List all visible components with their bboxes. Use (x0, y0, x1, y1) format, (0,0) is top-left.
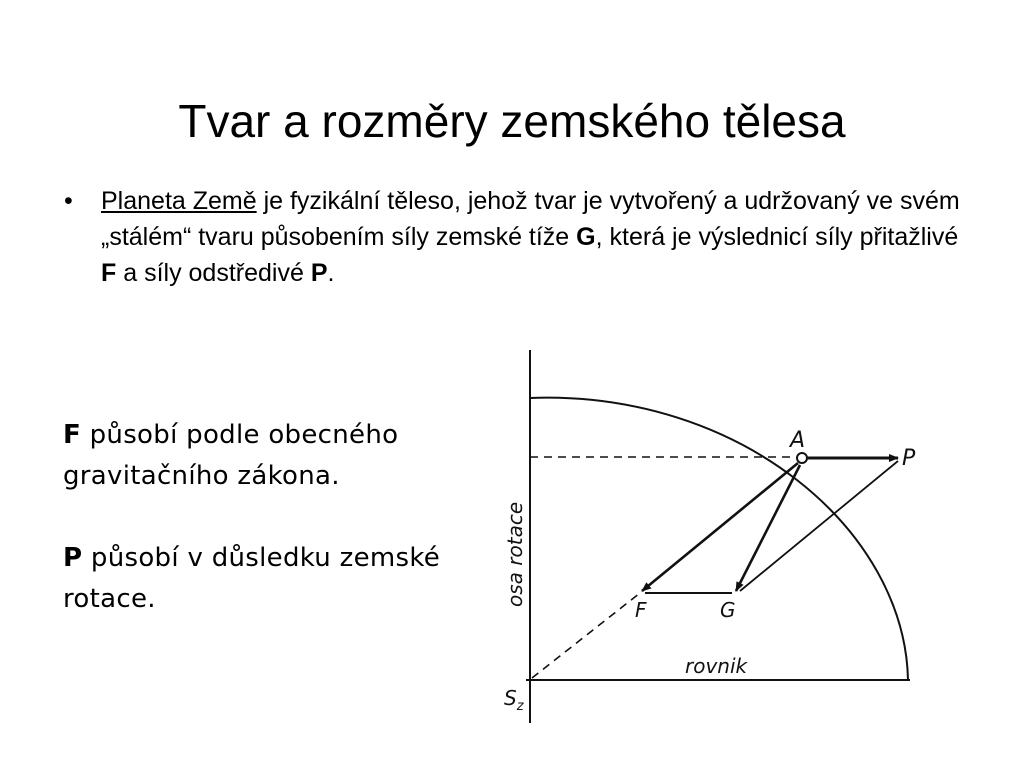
label-center-s: S (504, 686, 517, 710)
bullet-item (64, 183, 964, 291)
label-rotation-axis: osa rotace (503, 501, 527, 607)
label-center-sub: z (516, 699, 524, 714)
note-p (63, 538, 443, 620)
note-f-text: působí podle obecného gravitačního zákona. (63, 420, 399, 491)
note-f-bold: F (63, 420, 82, 450)
dashed-center-line (532, 593, 640, 678)
bullet-list (64, 183, 964, 291)
parallelogram-side (740, 461, 898, 591)
note-p-bold: P (63, 543, 83, 573)
bullet-text (101, 183, 964, 291)
force-diagram (490, 345, 940, 730)
bullet-marker: • (64, 187, 73, 215)
meridian-arc (530, 398, 908, 680)
label-center (504, 686, 525, 714)
force-g-arrow (736, 465, 800, 591)
bullet-bold-f: F (101, 259, 117, 287)
bullet-lead-underlined: Planeta Země (101, 187, 257, 215)
bullet-text-part: , která je výslednicí síly přitažlivé (595, 223, 959, 251)
label-p: P (902, 446, 916, 471)
label-a: A (790, 428, 806, 453)
label-equator: rovnik (685, 654, 748, 678)
label-g: G (720, 598, 736, 622)
slide-title: Tvar a rozměry zemského tělesa (178, 94, 846, 147)
bullet-bold-g: G (576, 223, 596, 251)
force-f-arrow (642, 463, 798, 591)
point-a (797, 453, 807, 463)
bullet-text-part: je fyzikální těleso, jehož tvar je vytvořený a udržovaný ve svém „stálém“ tvaru působením síly zemské tíže (101, 187, 960, 251)
bullet-text-part: . (327, 259, 335, 287)
label-f: F (635, 598, 647, 622)
bullet-bold-p: P (310, 259, 328, 287)
side-notes (63, 415, 443, 661)
bullet-text-part: a síly odstředivé (116, 259, 311, 287)
note-f (63, 415, 443, 497)
note-p-text: působí v důsledku zemské rotace. (63, 543, 441, 614)
